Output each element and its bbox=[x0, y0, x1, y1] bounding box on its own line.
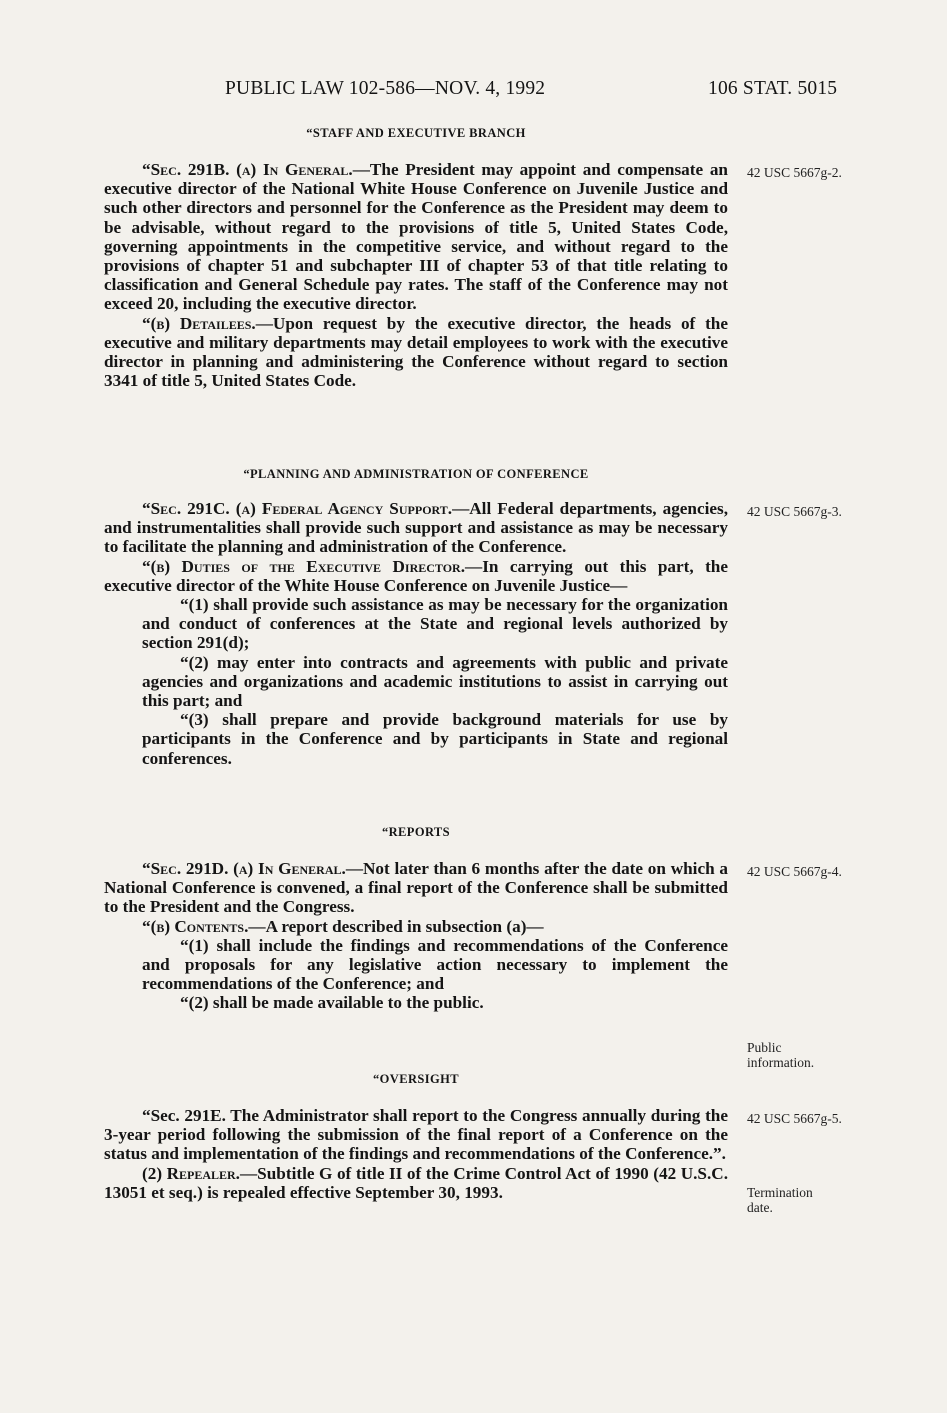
margin-note-5667g-3: 42 USC 5667g-3. bbox=[747, 504, 842, 519]
paragraph-291e: “Sec. 291E. The Administrator shall report to the Congress annually during the 3-year period following the submission of the final report of a Conference on the status and implementation of the findings and recommendations of the Conference.”. bbox=[104, 1106, 728, 1164]
text-291d-b: —A report described in subsection (a)— bbox=[248, 916, 544, 936]
text-repealer: —Subtitle G of title II of the Crime Control Act of 1990 (42 U.S.C. 13051 et seq.) is repealed effective September 30, 1993. bbox=[104, 1163, 728, 1202]
margin-note-public-information bbox=[747, 1040, 882, 1070]
text-291c-a: —All Federal departments, agencies, and instrumentalities shall provide such support and assistance as may be necessary to facilitate the planning and administration of the Conference. bbox=[104, 499, 729, 557]
item-291d-b-1: “(1) shall include the findings and recommendations of the Conference and proposals for any legislative action necessary to implement the recommendations of the Conference; and bbox=[142, 935, 728, 994]
margin-note-termination-date bbox=[747, 1185, 882, 1215]
paragraph-291c-b bbox=[104, 557, 728, 595]
lead-repealer: (2) Repealer. bbox=[142, 1163, 240, 1183]
section-291d bbox=[104, 859, 728, 1013]
margin-note-information: information. bbox=[747, 1055, 815, 1070]
margin-note-termination: Termination bbox=[747, 1185, 813, 1200]
margin-note-date: date. bbox=[747, 1200, 773, 1215]
text-291c-b: —In carrying out this part, the executive director of the White House Conference on Juvenile Justice— bbox=[104, 556, 728, 595]
margin-note-5667g-5: 42 USC 5667g-5. bbox=[747, 1111, 842, 1126]
paragraph-291c-a bbox=[104, 499, 728, 557]
statute-page: 106 STAT. 5015 bbox=[708, 78, 838, 99]
margin-note-public: Public bbox=[747, 1040, 782, 1055]
paragraph-291d-a bbox=[104, 859, 728, 917]
heading-reports: “REPORTS bbox=[381, 825, 451, 839]
lead-291b-b: “(b) Detailees. bbox=[142, 313, 256, 333]
paragraph-291b-b bbox=[104, 314, 728, 391]
paragraph-repealer bbox=[104, 1164, 728, 1202]
item-291c-b-2: “(2) may enter into contracts and agreements with public and private agencies and organizations and academic institutions to assist in carrying out this part; and bbox=[142, 652, 728, 711]
heading-planning: “PLANNING AND ADMINISTRATION OF CONFERENCE bbox=[243, 467, 589, 481]
section-291b bbox=[104, 160, 728, 390]
section-291e bbox=[104, 1106, 728, 1202]
lead-291c-b: “(b) Duties of the Executive Director. bbox=[142, 556, 466, 576]
margin-note-5667g-4: 42 USC 5667g-4. bbox=[747, 864, 842, 879]
running-header bbox=[0, 78, 947, 108]
heading-staff: “STAFF AND EXECUTIVE BRANCH bbox=[306, 126, 526, 140]
item-291c-b-1: “(1) shall provide such assistance as may be necessary for the organization and conduct of conferences at the State and regional levels authorized by section 291(d); bbox=[142, 595, 728, 653]
heading-oversight: “OVERSIGHT bbox=[373, 1072, 459, 1086]
paragraph-291b-a bbox=[104, 160, 728, 314]
item-291c-b-3: “(3) shall prepare and provide background materials for use by participants in the Conference and by participants in State and regional conferences. bbox=[142, 710, 728, 768]
margin-note-5667g-2: 42 USC 5667g-2. bbox=[747, 165, 842, 180]
lead-291b-a: “Sec. 291B. (a) In General. bbox=[142, 160, 353, 179]
text-291d-a: —Not later than 6 months after the date on which a National Conference is convened, a final report of the Conference shall be submitted to the President and the Congress. bbox=[104, 859, 728, 917]
lead-291d-a: “Sec. 291D. (a) In General. bbox=[142, 859, 346, 878]
item-291d-b-2: “(2) shall be made available to the public. bbox=[180, 993, 484, 1013]
law-citation: PUBLIC LAW 102-586—NOV. 4, 1992 bbox=[225, 78, 546, 99]
section-291c bbox=[104, 499, 728, 768]
text-291b-a: —The President may appoint and compensate an executive director of the National White House Conference on Juvenile Justice and such other directors and personnel for the Conference as the President may deem to be advisable, without regard to the provisions of title 5, United States Code, governing appointments in the competitive service, and without regard to the provisions of chapter 51 and subchapter III of chapter 53 of that title relating to classification and General Schedule pay rates. The staff of the Conference may not exceed 20, including the executive director. bbox=[104, 160, 728, 314]
lead-291c-a: “Sec. 291C. (a) Federal Agency Support. bbox=[142, 499, 453, 518]
lead-291d-b: “(b) Contents. bbox=[142, 916, 249, 936]
paragraph-291d-b bbox=[104, 917, 728, 936]
text-291b-b: —Upon request by the executive director, the heads of the executive and military departments may detail employees to work with the executive director in planning and administering the Conference without regard to section 3341 of title 5, United States Code. bbox=[104, 313, 728, 391]
